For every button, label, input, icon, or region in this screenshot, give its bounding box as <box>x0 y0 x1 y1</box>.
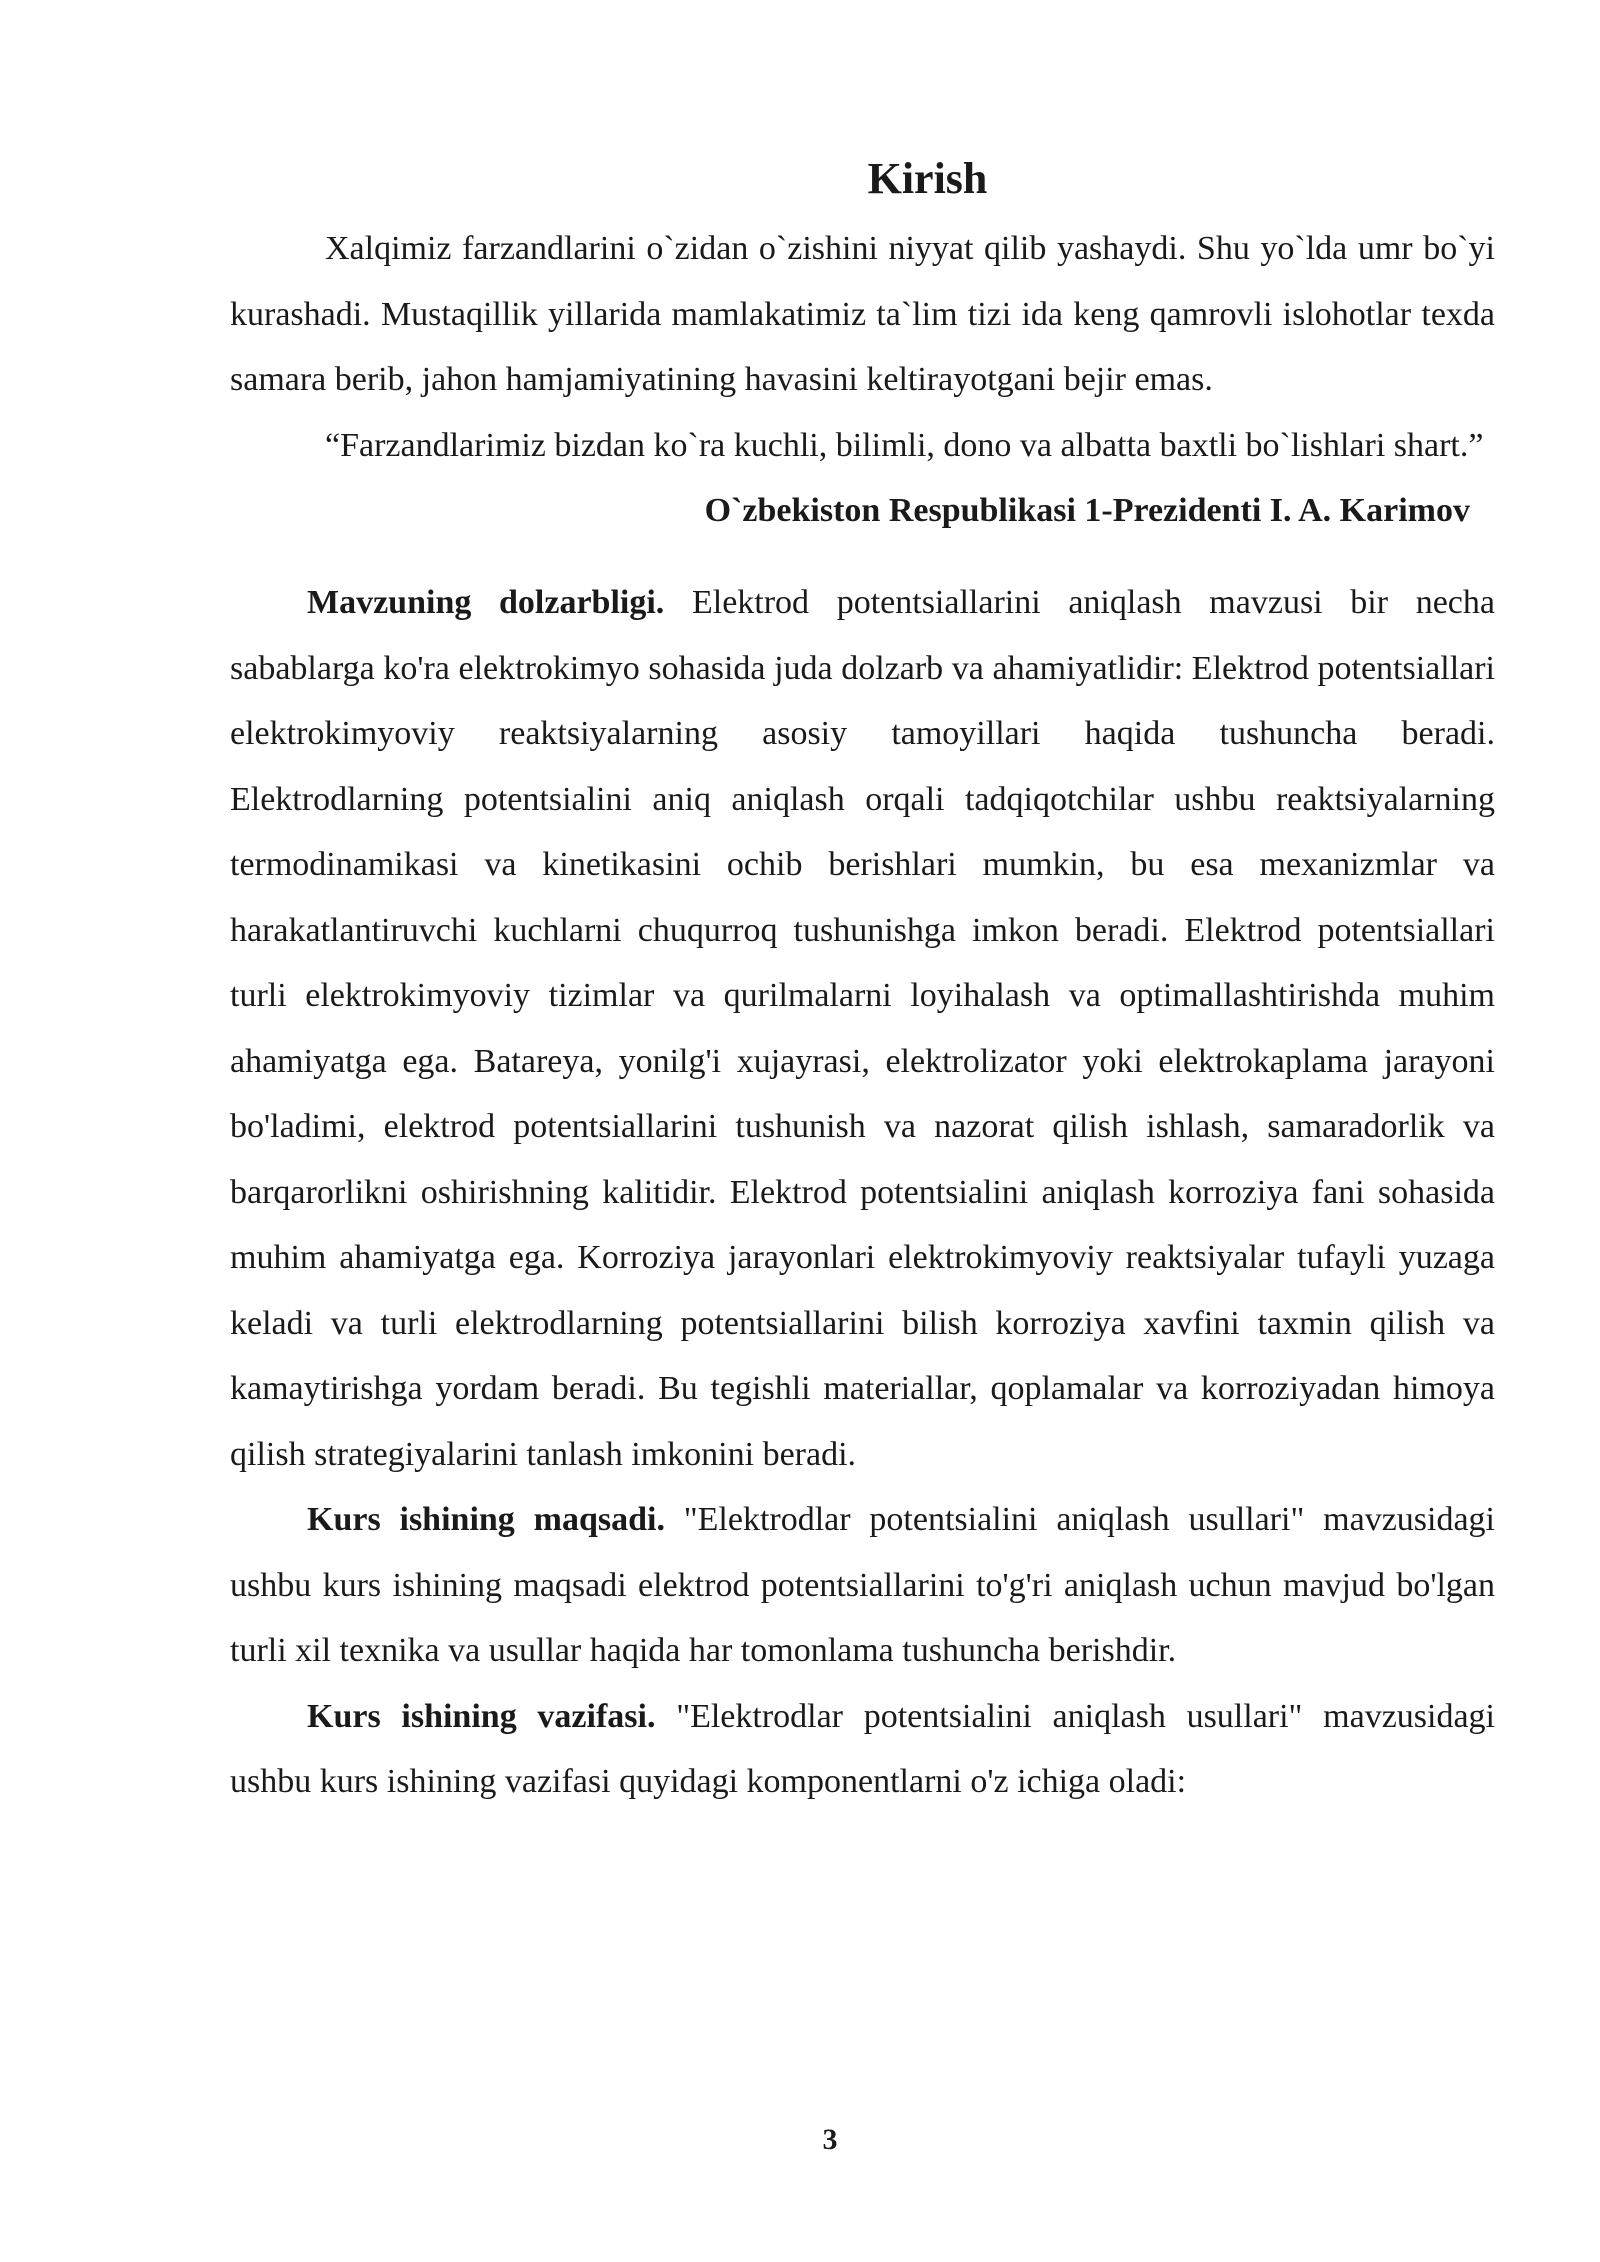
section-task-text: "Elektrodlar potentsialini aniqlash usullari" mavzusidagi ushbu kurs ishining vazifasi quyidagi komponentlarni o'z ichiga oladi: <box>230 1697 1495 1800</box>
section-goal-lead: Kurs ishining maqsadi. <box>307 1501 665 1538</box>
section-relevance <box>230 570 1495 1487</box>
section-goal <box>230 1487 1495 1684</box>
section-relevance-text: Elektrod potentsiallarini aniqlash mavzusi bir necha sabablarga ko'ra elektrokimyo sohasida juda dolzarb va ahamiyatlidir: Elektrod potentsiallari elektrokimyoviy reaktsiyalarning asosiy tamoyillari haqida tushuncha beradi. Elektrodlarning potentsialini aniq aniqlash orqali tadqiqotchilar ushbu reaktsiyalarning termodinamikasi va kinetikasini ochib berishlari mumkin, bu esa mexanizmlar va harakatlantiruvchi kuchlarni chuqurroq tushunishga imkon beradi. Elektrod potentsiallari turli elektrokimyoviy tizimlar va qurilmalarni loyihalash va optimallashtirishda muhim ahamiyatga ega. Batareya, yonilg'i xujayrasi, elektrolizator yoki elektrokaplama jarayoni bo'ladimi, elektrod potentsiallarini tushunish va nazorat qilish ishlash, samaradorlik va barqarorlikni oshirishning kalitidir. Elektrod potentsialini aniqlash korroziya fani sohasida muhim ahamiyatga ega. Korroziya jarayonlari elektrokimyoviy reaktsiyalar tufayli yuzaga keladi va turli elektrodlarning potentsiallarini bilish korroziya xavfini taxmin qilish va kamaytirishga yordam beradi. Bu tegishli materiallar, qoplamalar va korroziyadan himoya qilish strategiyalarini tanlash imkonini beradi. <box>230 584 1495 1473</box>
section-relevance-lead: Mavzuning dolzarbligi. <box>307 584 665 621</box>
quote-paragraph: “Farzandlarimiz bizdan ko`ra kuchli, bilimli, dono va albatta baxtli bo`lishlari shart.” <box>325 426 1484 464</box>
quote-author: O`zbekiston Respublikasi 1-Prezidenti I. A. Karimov <box>704 492 1470 529</box>
section-task-lead: Kurs ishining vazifasi. <box>307 1697 656 1735</box>
page-number: 3 <box>822 2123 838 2156</box>
intro-paragraph: Xalqimiz farzandlarini o`zidan o`zishini niyyat qilib yashaydi. Shu yo`lda umr bo`yi kurashadi. Mustaqillik yillarida mamlakatimiz ta`lim tizi ida keng qamrovli islohotlar texda samara berib, jahon hamjamiyatining havasini keltirayotgani bejir emas. <box>230 230 1495 398</box>
section-goal-text: "Elektrodlar potentsialini aniqlash usullari" mavzusidagi ushbu kurs ishining maqsadi elektrod potentsiallarini to'g'ri aniqlash uchun mavjud bo'lgan turli xil texnika va usullar haqida har tomonlama tushuncha berishdir. <box>230 1501 1495 1669</box>
page-content <box>230 150 1495 1815</box>
page-title: Kirish <box>867 154 988 203</box>
section-task <box>230 1684 1495 1815</box>
